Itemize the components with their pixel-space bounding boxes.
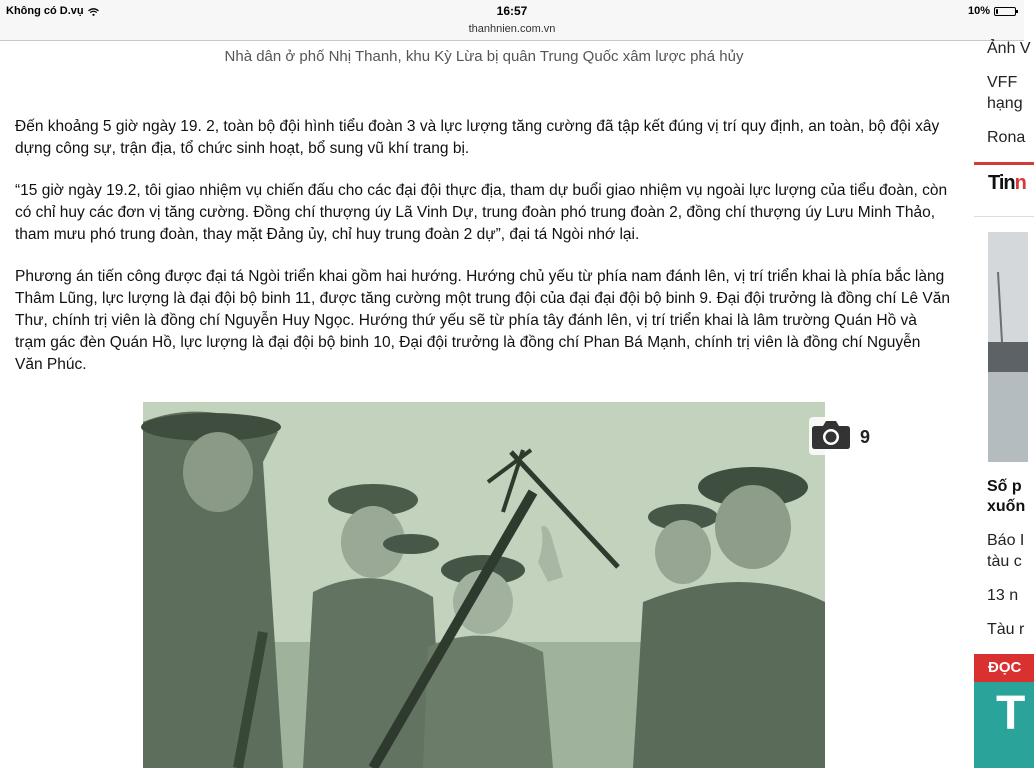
- photo-caption: Nhà dân ở phố Nhị Thanh, khu Kỳ Lừa bị quân Trung Quốc xâm lược phá hủy: [224, 48, 744, 65]
- battery-percent: 10%: [967, 5, 990, 17]
- section-divider: [974, 162, 1034, 165]
- article-photo[interactable]: [143, 402, 825, 768]
- logo-part-n: n: [1014, 172, 1026, 194]
- sidebar-link[interactable]: Rona: [987, 129, 1026, 146]
- url-text[interactable]: thanhnien.com.vn: [468, 23, 556, 35]
- doc-banner-label: ĐỌC: [974, 654, 1034, 682]
- article-paragraph: Phương án tiến công được đại tá Ngòi triển khai gồm hai hướng. Hướng chủ yếu từ phía nam đánh lên, vị trí triển khai là phía bắc làng Thâm Lũng, lực lượng là đại đội bộ binh 11, được tăng cường một trung đội của đại đại đội bộ binh 9. Đại đội trưởng là đồng chí Lê Văn Thư, chính trị viên là đồng chí Nguyễn Huy Ngọc. Hướng thứ yếu sẽ từ phía tây đánh lên, vị trí triển khai là lâm trường Quán Hồ và trạm gác đèn Quán Hồ, lực lượng là đại đội bộ binh 10, Đại đội trưởng là đồng chí Phan Bá Mạnh, chính trị viên là đồng chí Nguyễn Văn Phúc.: [15, 268, 950, 373]
- battery-group: [968, 5, 1016, 17]
- camera-icon: [811, 418, 851, 455]
- doc-banner[interactable]: [974, 654, 1034, 768]
- battery-fill: [996, 9, 998, 14]
- tinnong-logo[interactable]: [988, 172, 1026, 195]
- battery-icon: [994, 7, 1016, 16]
- story-thumbnail[interactable]: [988, 232, 1028, 462]
- sidebar-link[interactable]: hạng: [987, 95, 1023, 112]
- article-paragraph: Đến khoảng 5 giờ ngày 19. 2, toàn bộ đội hình tiểu đoàn 3 và lực lượng tăng cường đã tập kết đúng vị trí quy định, an toàn, bộ đội xây dựng công sự, trận địa, tổ chức sinh hoạt, bổ sung vũ khí trang bị.: [15, 118, 940, 157]
- clock: 16:57: [496, 4, 528, 18]
- article-paragraph: “15 giờ ngày 19.2, tôi giao nhiệm vụ chiến đấu cho các đại đội thực địa, tham dự buổi giao nhiệm vụ ngoài lực lượng của tiểu đoàn, còn có chỉ huy các đơn vị tăng cường. Đồng chí thượng úy Lã Vinh Dự, trung đoàn phó trung đoàn 2, đồng chí thượng úy Lưu Minh Thảo, tham mưu phó trung đoàn, thay mặt Đảng ủy, chỉ huy trung đoàn 2 dự”, đại tá Ngòi nhớ lại.: [15, 182, 948, 243]
- article-body: [15, 116, 950, 396]
- story-snippet: tàu c: [987, 553, 1022, 570]
- carrier-label: Không có D.vụ: [6, 5, 84, 17]
- doc-banner-glyph: T: [996, 687, 1026, 740]
- story-date: 13 n: [987, 587, 1019, 604]
- story-tag[interactable]: Tàu r: [987, 621, 1025, 638]
- sidebar-link[interactable]: Ảnh V: [987, 40, 1031, 57]
- story-title[interactable]: xuốn: [987, 498, 1026, 515]
- address-bar[interactable]: [0, 22, 1024, 41]
- status-bar: [0, 0, 1024, 22]
- story-title[interactable]: Số p: [987, 478, 1022, 495]
- right-sidebar: [968, 40, 1031, 768]
- gallery-button[interactable]: [809, 417, 853, 455]
- logo-part-tin: Tin: [988, 172, 1015, 194]
- sidebar-link[interactable]: VFF: [987, 74, 1018, 91]
- divider: [974, 216, 1034, 217]
- gallery-count: 9: [860, 427, 871, 447]
- story-snippet: Báo I: [987, 532, 1025, 549]
